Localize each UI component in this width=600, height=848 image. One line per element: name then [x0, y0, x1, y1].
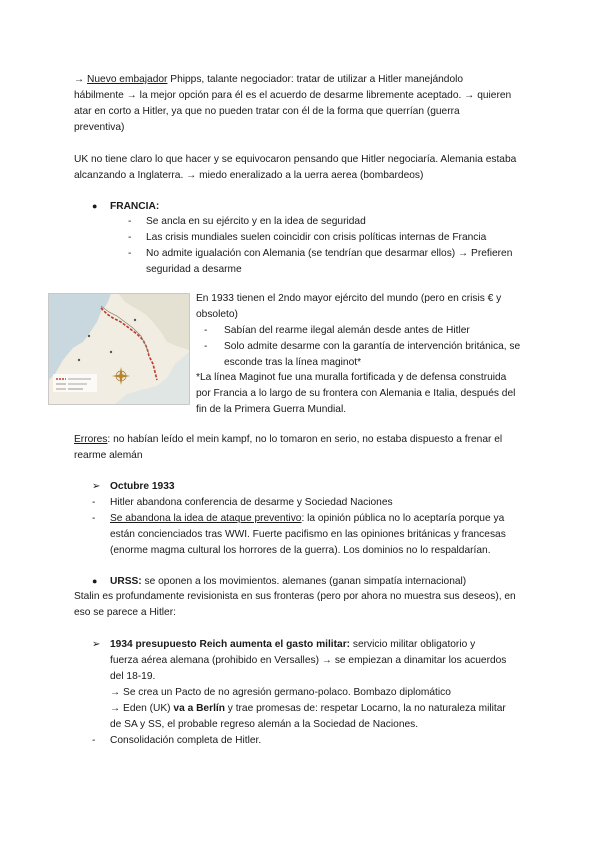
text: : la opinión pública no lo aceptaría porque ya	[301, 513, 505, 524]
dash: -	[128, 216, 132, 227]
francia-item: Las crisis mundiales suelen coincidir con crisis políticas internas de Francia	[146, 232, 487, 243]
errores-label: Errores	[74, 434, 108, 445]
text-line: En 1933 tienen el 2ndo mayor ejército del mundo (pero en crisis € y	[196, 293, 502, 304]
arrowhead-icon: ➢	[92, 639, 101, 650]
reich-heading	[110, 637, 526, 653]
dash: -	[128, 248, 132, 259]
text-line: atar en corto a Hitler, ya que no pueden tratar con él de la forma que querrían (guerra	[74, 106, 460, 117]
dash: -	[92, 513, 96, 524]
text-line: alcanzando a Inglaterra. → miedo eneralizado a la uerra aerea (bombardeos)	[74, 170, 424, 181]
text: se oponen a los movimientos. alemanes (ganan simpatía internacional)	[141, 576, 467, 587]
text-line	[110, 511, 526, 527]
text-line: UK no tiene claro lo que hacer y se equivocaron pensando que Hitler negociaría. Alemania estaba	[74, 154, 517, 165]
dash: -	[92, 497, 96, 508]
text-line: Stalin es profundamente revisionista en sus fronteras (pero por ahora no muestra sus deseos), en	[74, 591, 516, 602]
text-line: hábilmente → la mejor opción para él es el acuerdo de desarme libremente aceptado. → quieren	[74, 90, 512, 101]
urss-heading	[110, 574, 466, 590]
francia-heading: FRANCIA:	[110, 201, 160, 212]
text-line: Sabían del rearme ilegal alemán desde antes de Hitler	[224, 325, 470, 336]
text-line: (enorme magma cultural los horrores de la guerra). Los dominios no lo respaldarían.	[110, 545, 491, 556]
bullet-icon: ●	[92, 576, 98, 586]
bullet-icon: ●	[92, 201, 98, 211]
text: : no habían leído el mein kampf, no lo tomaron en serio, no estaba dispuesto a frenar el	[107, 434, 503, 445]
dash: -	[128, 232, 132, 243]
berlin-label: va a Berlín	[173, 703, 225, 714]
text-line: están concienciados tras WWI. Fuerte pacifismo en las opiniones británicas y francesas	[110, 529, 506, 540]
text-line: fin de la Primera Guerra Mundial.	[196, 404, 347, 415]
text-line: por Francia a lo largo de su frontera con Alemania e Italia, después del	[196, 388, 516, 399]
text-line: del 18-19.	[110, 671, 156, 682]
paragraph-errores	[74, 432, 526, 448]
text-line: → Se crea un Pacto de no agresión germano-polaco. Bombazo diplomático	[110, 687, 451, 698]
arrowhead-icon: ➢	[92, 481, 101, 492]
urss-label: URSS:	[110, 576, 142, 587]
embajador-label: Nuevo embajador	[87, 74, 168, 85]
text: → Eden (UK)	[110, 703, 174, 714]
reich-title: 1934 presupuesto Reich aumenta el gasto militar:	[110, 639, 351, 650]
text-line: preventiva)	[74, 122, 125, 133]
francia-item: seguridad a desarme	[146, 264, 242, 275]
text-line: obsoleto)	[196, 309, 238, 320]
text-line: *La línea Maginot fue una muralla fortificada y de defensa construida	[196, 372, 507, 383]
ataque-preventivo: Se abandona la idea de ataque preventivo	[110, 513, 302, 524]
text-line	[110, 701, 526, 717]
text: servicio militar obligatorio y	[350, 639, 476, 650]
text-line: de SA y SS, el probable regreso alemán a la Sociedad de Naciones.	[110, 719, 419, 730]
dash: -	[204, 325, 208, 336]
arrow: →	[74, 74, 85, 85]
text-line: fuerza aérea alemana (prohibido en Versalles) → se empiezan a dinamitar los acuerdos	[110, 655, 507, 666]
dash: -	[92, 735, 96, 746]
text-line: Hitler abandona conferencia de desarme y Sociedad Naciones	[110, 497, 393, 508]
text-line: Solo admite desarme con la garantía de intervención británica, se	[224, 341, 521, 352]
text-line: Consolidación completa de Hitler.	[110, 735, 262, 746]
text-line: esconde tras la línea maginot*	[224, 357, 362, 368]
maginot-map	[48, 293, 190, 405]
maginot-map-image	[49, 294, 189, 404]
paragraph-embajador	[74, 72, 524, 88]
francia-item: Se ancla en su ejército y en la idea de seguridad	[146, 216, 366, 227]
text: Phipps, talante negociador: tratar de utilizar a Hitler manejándolo	[167, 74, 464, 85]
text-line: rearme alemán	[74, 450, 143, 461]
dash: -	[204, 341, 208, 352]
octubre-heading: Octubre 1933	[110, 481, 175, 492]
francia-item: No admite igualación con Alemania (se tendrían que desarmar ellos) → Prefieren	[146, 248, 513, 259]
text: y trae promesas de: respetar Locarno, la no naturaleza militar	[224, 703, 506, 714]
text-line: eso se parece a Hitler:	[74, 607, 176, 618]
